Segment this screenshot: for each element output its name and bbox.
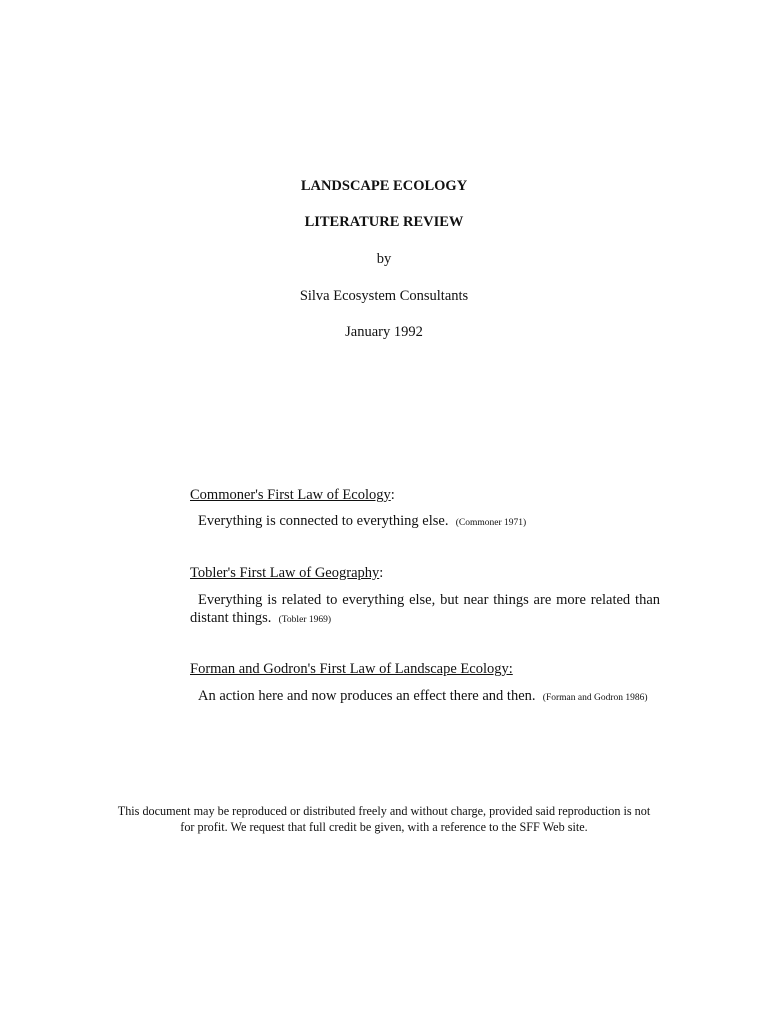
law-heading-text: Tobler's First Law of Geography bbox=[190, 565, 380, 581]
law-heading bbox=[190, 487, 395, 504]
copyright-notice bbox=[100, 804, 668, 835]
document-title: LANDSCAPE ECOLOGY bbox=[300, 178, 468, 194]
law-heading bbox=[190, 661, 513, 678]
law-heading-text: Forman and Godron's First Law of Landscape Ecology: bbox=[190, 661, 513, 677]
law-citation: (Forman and Godron 1986) bbox=[542, 693, 648, 703]
document-date: January 1992 bbox=[345, 324, 423, 340]
law-body bbox=[190, 591, 660, 629]
law-text: Everything is connected to everything else. bbox=[198, 513, 449, 529]
law-heading-text: Commoner's First Law of Ecology bbox=[190, 487, 391, 503]
law-heading-suffix: : bbox=[379, 565, 384, 581]
law-body bbox=[190, 687, 660, 707]
document-subtitle: LITERATURE REVIEW bbox=[304, 214, 464, 230]
law-citation: (Commoner 1971) bbox=[455, 518, 527, 528]
law-text: An action here and now produces an effect there and then. bbox=[198, 688, 536, 704]
law-body bbox=[190, 512, 660, 532]
law-citation: (Tobler 1969) bbox=[278, 615, 331, 625]
law-heading-suffix: : bbox=[390, 487, 395, 503]
law-text: Everything is related to everything else, but near things are more related than distant things. bbox=[190, 592, 660, 626]
byline-by: by bbox=[376, 251, 392, 267]
notice-line: This document may be reproduced or distributed freely and without charge, provided said reproduction is not bbox=[117, 804, 651, 818]
law-heading bbox=[190, 565, 383, 582]
notice-line: for profit. We request that full credit be given, with a reference to the SFF Web site. bbox=[180, 819, 588, 834]
author: Silva Ecosystem Consultants bbox=[299, 288, 469, 304]
